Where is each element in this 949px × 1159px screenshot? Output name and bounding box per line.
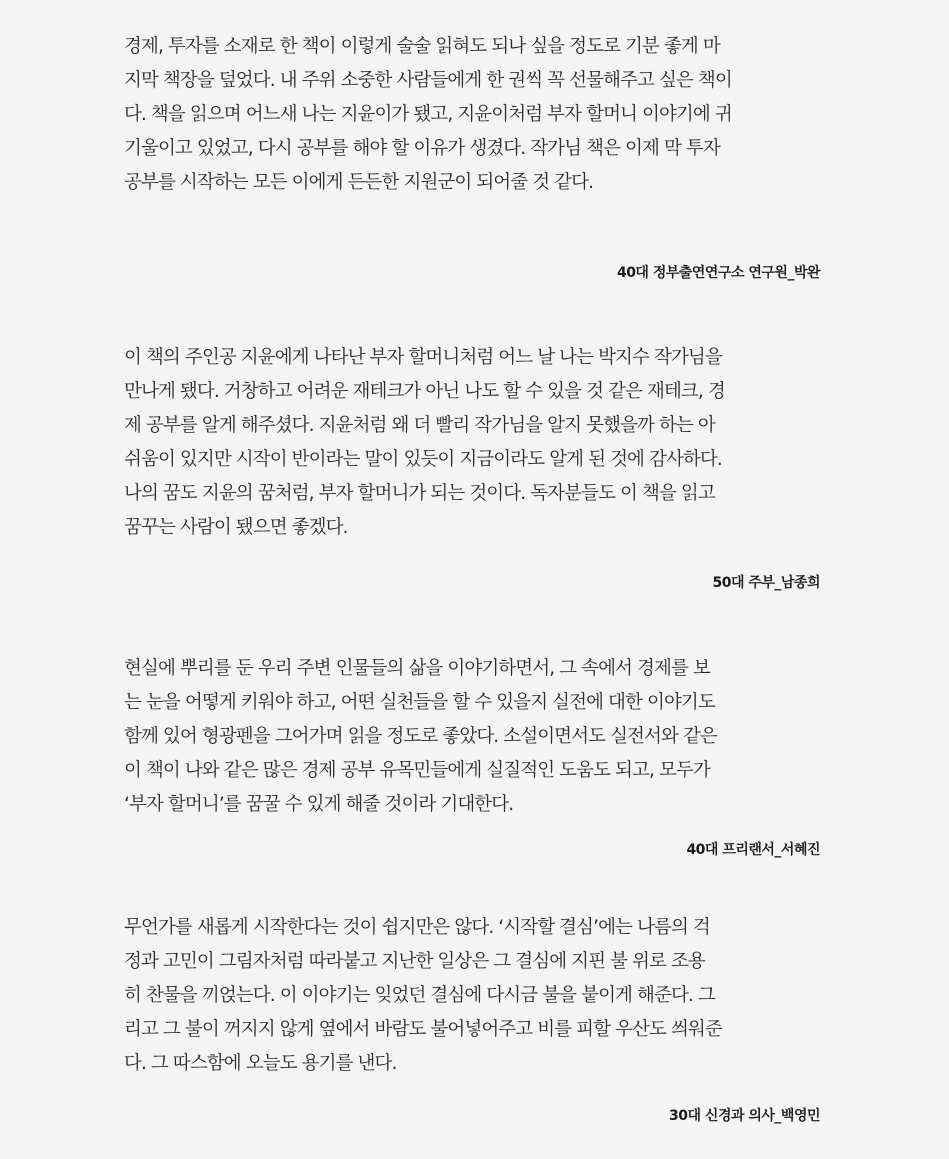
review-line: 만나게 됐다. 거창하고 어려운 재테크가 아닌 나도 할 수 있을 것 같은 재테크, 경 [124,381,725,402]
review-line: ‘부자 할머니’를 꿈꿀 수 있게 해줄 것이라 기대한다. [124,794,514,815]
review-line: 경제, 투자를 소재로 한 책이 이렇게 술술 읽혀도 되나 싶을 정도로 기분 좋게 마 [124,36,720,57]
review-line: 이 책이 나와 같은 많은 경제 공부 유목민들에게 실질적인 도움도 되고, 모두가 [124,760,710,781]
review-4 [124,911,824,1081]
review-line: 기울이고 있었고, 다시 공부를 해야 할 이유가 생겼다. 작가님 책은 이제 막 투자 [124,138,720,159]
review-1 [124,30,824,200]
review-line: 정과 고민이 그림자처럼 따라붙고 지난한 일상은 그 결심에 지핀 불 위로 조용 [124,951,705,972]
review-3-signature: 40대 프리랜서_서혜진 [686,842,820,858]
review-1-signature: 40대 정부출연연구소 연구원_박완 [616,265,820,281]
review-line: 는 눈을 어떻게 키워야 하고, 어떤 실천들을 할 수 있을지 실전에 대한 이야기도 [124,692,715,713]
review-line: 꿈꾸는 사람이 됐으면 좋겠다. [124,517,348,538]
review-3 [124,652,824,822]
review-4-signature: 30대 신경과 의사_백영민 [669,1108,820,1124]
review-line: 제 공부를 알게 해주셨다. 지윤처럼 왜 더 빨리 작가님을 알지 못했을까 하는 아 [124,415,715,436]
review-line: 무언가를 새롭게 시작한다는 것이 쉽지만은 않다. ‘시작할 결심’에는 나름의 걱 [124,917,710,938]
review-line: 나의 꿈도 지윤의 꿈처럼, 부자 할머니가 되는 것이다. 독자분들도 이 책을 읽고 [124,483,715,504]
review-line: 다. 책을 읽으며 어느새 나는 지윤이가 됐고, 지윤이처럼 부자 할머니 이야기에 귀 [124,104,732,125]
review-line: 현실에 뿌리를 둔 우리 주변 인물들의 삶을 이야기하면서, 그 속에서 경제를 보 [124,658,710,679]
review-line: 함께 있어 형광펜을 그어가며 읽을 정도로 좋았다. 소설이면서도 실전서와 같은 [124,726,717,747]
review-line: 히 찬물을 끼얹는다. 이 이야기는 잊었던 결심에 다시금 불을 붙이게 해준다. 그 [124,985,715,1006]
review-line: 공부를 시작하는 모든 이에게 든든한 지원군이 되어줄 것 같다. [124,172,594,193]
review-line: 리고 그 불이 꺼지지 않게 옆에서 바람도 불어넣어주고 비를 피할 우산도 씌워준 [124,1019,722,1040]
review-2-signature: 50대 주부_남종희 [712,575,820,591]
review-line: 이 책의 주인공 지윤에게 나타난 부자 할머니처럼 어느 날 나는 박지수 작가님을 [124,347,722,368]
review-line: 지막 책장을 덮었다. 내 주위 소중한 사람들에게 한 권씩 꼭 선물해주고 싶은 책이 [124,70,732,91]
review-line: 다. 그 따스함에 오늘도 용기를 낸다. [124,1053,397,1074]
review-2 [124,341,824,545]
review-line: 쉬움이 있지만 시작이 반이라는 말이 있듯이 지금이라도 알게 된 것에 감사하다. [124,449,722,470]
